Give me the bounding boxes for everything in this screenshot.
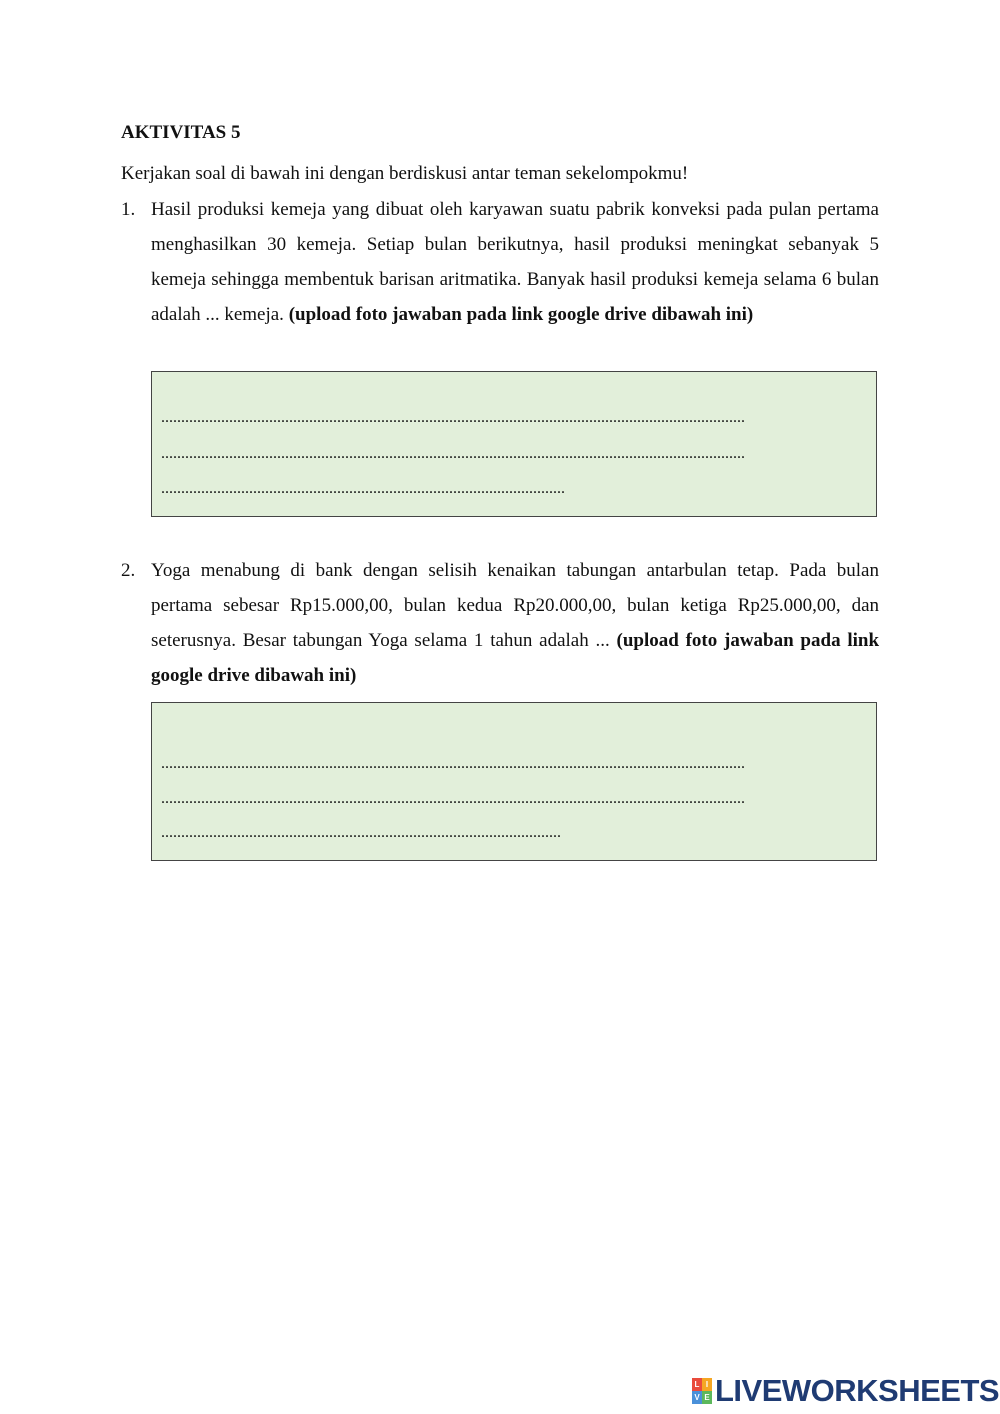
page-title: AKTIVITAS 5 — [121, 122, 241, 143]
question-number: 2. — [121, 560, 136, 581]
question-text: Hasil produksi kemeja yang dibuat oleh karyawan suatu pabrik konveksi pada pulan pertama menghasilkan 30 kemeja. Setiap bulan berikutnya, hasil produksi meningkat sebanyak 5 kemeja sehingga membentuk barisan aritmatika. Banyak hasil produksi kemeja selama 6 bulan adalah ... kemeja. (upload foto jawaban pada link google drive dibawah ini) — [151, 199, 879, 325]
answer-line: .................................................................................................................................................. — [161, 409, 745, 426]
question-text: Yoga menabung di bank dengan selisih kenaikan tabungan antarbulan tetap. Pada bulan pertama sebesar Rp15.000,00, bulan kedua Rp20.000,00, bulan ketiga Rp25.000,00, dan seterusnya. Besar tabungan Yoga selama 1 tahun adalah ... (upload foto jawaban pada link google drive dibawah ini) — [151, 560, 880, 686]
instruction-text: Kerjakan soal di bawah ini dengan berdiskusi antar teman sekelompokmu! — [121, 163, 689, 184]
logo-text: LIVEWORKSHEETS — [715, 1373, 1000, 1408]
answer-line: ..................................................................................................... — [161, 480, 565, 497]
question-1 — [121, 192, 879, 332]
answer-box-2[interactable] — [151, 702, 877, 861]
upload-note: (upload foto jawaban pada link google drive dibawah ini) — [288, 304, 754, 325]
answer-box-1[interactable] — [151, 371, 877, 517]
question-number: 1. — [121, 199, 136, 220]
live-blocks-icon: L I V E — [692, 1378, 712, 1404]
answer-line: .................................................................................................................................................. — [161, 755, 745, 772]
answer-line: .................................................................................................... — [161, 824, 561, 841]
upload-note: (upload foto jawaban pada link google drive dibawah ini) — [151, 630, 880, 686]
answer-line: .................................................................................................................................................. — [161, 790, 745, 807]
question-2 — [121, 553, 879, 693]
answer-line: .................................................................................................................................................. — [161, 445, 745, 462]
liveworksheets-logo — [692, 1374, 999, 1408]
